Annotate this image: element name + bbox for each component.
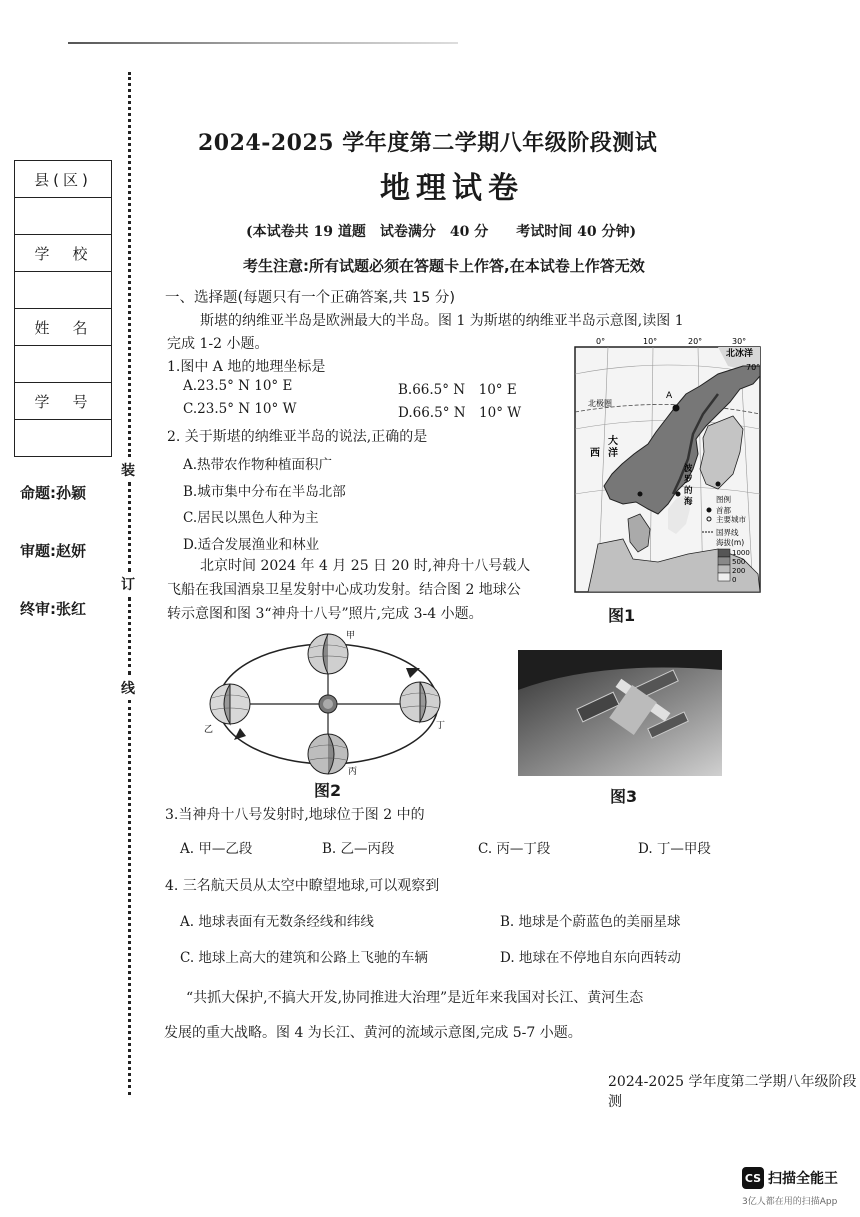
figure-3-label: 图3 (610, 787, 638, 806)
question-4-option-b[interactable]: B. 地球是个蔚蓝色的美丽星球 (500, 914, 681, 930)
scanner-app-tagline: 3亿人都在用的扫描App (742, 1197, 838, 1207)
figure-3-photo (518, 650, 722, 776)
arctic-ocean-label: 北冰洋 (726, 349, 754, 359)
question-1-option-d[interactable]: D.66.5° N 10° W (398, 405, 522, 421)
exam-info: (本试卷共 19 道题 试卷满分 40 分 考试时间 40 分钟) (246, 224, 637, 240)
figure-2-label: 图2 (314, 781, 342, 800)
section-heading: 一、选择题(每题只有一个正确答案,共 15 分) (165, 290, 456, 306)
question-2-option-a[interactable]: A.热带农作物种植面积广 (183, 457, 333, 473)
county-field[interactable] (15, 198, 111, 235)
question-2-option-d[interactable]: D.适合发展渔业和林业 (183, 537, 320, 553)
student-id-label: 学 号 (15, 383, 111, 420)
subject-title: 地理试卷 (380, 171, 524, 206)
orbit-pos-jia: 甲 (346, 631, 356, 641)
binding-dotted-line (128, 597, 137, 675)
lon-label: 10° (643, 337, 658, 346)
orbit-pos-ding: 丁 (436, 721, 446, 731)
baltic-label: 波 (684, 464, 693, 474)
map-point-a-label: A (666, 391, 673, 401)
legend-title: 图例 (716, 495, 731, 504)
arctic-circle-label: 北极圈 (588, 399, 612, 408)
question-1-option-a[interactable]: A.23.5° N 10° E (183, 378, 293, 394)
question-1-stem: 1.图中 A 地的地理坐标是 (167, 359, 326, 375)
passage-text: 飞船在我国酒泉卫星发射中心成功发射。结合图 2 地球公 (167, 582, 521, 598)
figure-2-orbit (200, 628, 460, 783)
question-4-stem: 4. 三名航天员从太空中瞭望地球,可以观察到 (165, 878, 440, 894)
county-label: 县(区) (15, 161, 111, 198)
scan-edge-line (68, 42, 458, 44)
question-3-option-b[interactable]: B. 乙—丙段 (322, 841, 395, 857)
lon-label: 20° (688, 337, 703, 346)
legend-value: 500 (732, 558, 746, 566)
figure-1-map (568, 334, 768, 599)
page-footer: 2024-2025 学年度第二学期八年级阶段测 (608, 1074, 857, 1110)
passage-text: 发展的重大战略。图 4 为长江、黄河的流域示意图,完成 5-7 小题。 (164, 1025, 582, 1041)
binding-label: 装 (121, 463, 135, 479)
question-2-stem: 2. 关于斯堪的纳维亚半岛的说法,正确的是 (167, 429, 428, 445)
student-info-box (14, 160, 112, 457)
legend-border: 国界线 (716, 528, 739, 537)
question-3-stem: 3.当神舟十八号发射时,地球位于图 2 中的 (165, 807, 425, 823)
school-field[interactable] (15, 272, 111, 309)
binding-dotted-line (128, 700, 137, 1095)
legend-capital: 首都 (716, 506, 731, 515)
legend-city: 主要城市 (716, 515, 746, 524)
staff-reviewer: 审题:赵妍 (20, 542, 86, 560)
binding-label: 线 (121, 681, 135, 697)
question-4-option-a[interactable]: A. 地球表面有无数条经线和纬线 (180, 914, 374, 930)
passage-text: 斯堪的纳维亚半岛是欧洲最大的半岛。图 1 为斯堪的纳维亚半岛示意图,读图 1 (200, 313, 684, 329)
figure-1-label: 图1 (608, 606, 636, 625)
baltic-label: 罗 (684, 475, 693, 485)
lat-label: 70° (746, 363, 761, 372)
legend-value: 0 (732, 576, 737, 584)
scanner-logo-icon: CS (742, 1167, 764, 1189)
lon-label: 30° (732, 337, 747, 346)
scanner-app-name: 扫描全能王 (768, 1171, 838, 1187)
orbit-pos-yi: 乙 (204, 725, 214, 735)
orbit-pos-bing: 丙 (348, 767, 358, 777)
passage-text: “共抓大保护,不搞大开发,协同推进大治理”是近年来我国对长江、黄河生态 (186, 990, 644, 1006)
atlantic-label: 大 (608, 436, 618, 447)
exam-title: 2024-2025 学年度第二学期八年级阶段测试 (198, 130, 658, 156)
question-1-option-b[interactable]: B.66.5° N 10° E (398, 382, 517, 398)
binding-label: 订 (121, 577, 135, 593)
binding-dotted-line (128, 72, 137, 457)
baltic-label: 海 (684, 497, 693, 507)
exam-notice: 考生注意:所有试题必须在答题卡上作答,在本试卷上作答无效 (243, 257, 645, 275)
question-3-option-c[interactable]: C. 丙—丁段 (478, 841, 551, 857)
baltic-label: 的 (684, 486, 693, 496)
atlantic-label: 洋 (608, 448, 618, 459)
staff-author: 命题:孙颖 (20, 484, 86, 502)
passage-text: 完成 1-2 小题。 (167, 336, 269, 352)
legend-elevation: 海拔(m) (716, 538, 745, 547)
legend-value: 200 (732, 567, 746, 575)
lon-label: 0° (596, 337, 606, 346)
question-4-option-c[interactable]: C. 地球上高大的建筑和公路上飞驰的车辆 (180, 950, 428, 966)
student-id-field[interactable] (15, 420, 111, 456)
name-label: 姓 名 (15, 309, 111, 346)
question-4-option-d[interactable]: D. 地球在不停地自东向西转动 (500, 950, 681, 966)
question-3-option-a[interactable]: A. 甲—乙段 (180, 841, 253, 857)
question-3-option-d[interactable]: D. 丁—甲段 (638, 841, 711, 857)
name-field[interactable] (15, 346, 111, 383)
passage-text: 转示意图和图 3“神舟十八号”照片,完成 3-4 小题。 (167, 606, 483, 622)
question-2-option-b[interactable]: B.城市集中分布在半岛北部 (183, 484, 346, 500)
staff-final: 终审:张红 (20, 600, 86, 618)
question-2-option-c[interactable]: C.居民以黑色人种为主 (183, 510, 319, 526)
atlantic-label: 西 (590, 448, 600, 459)
question-1-option-c[interactable]: C.23.5° N 10° W (183, 401, 297, 417)
passage-text: 北京时间 2024 年 4 月 25 日 20 时,神舟十八号载人 (200, 558, 531, 574)
binding-dotted-line (128, 482, 137, 572)
school-label: 学 校 (15, 235, 111, 272)
legend-value: 1000 (732, 549, 750, 557)
